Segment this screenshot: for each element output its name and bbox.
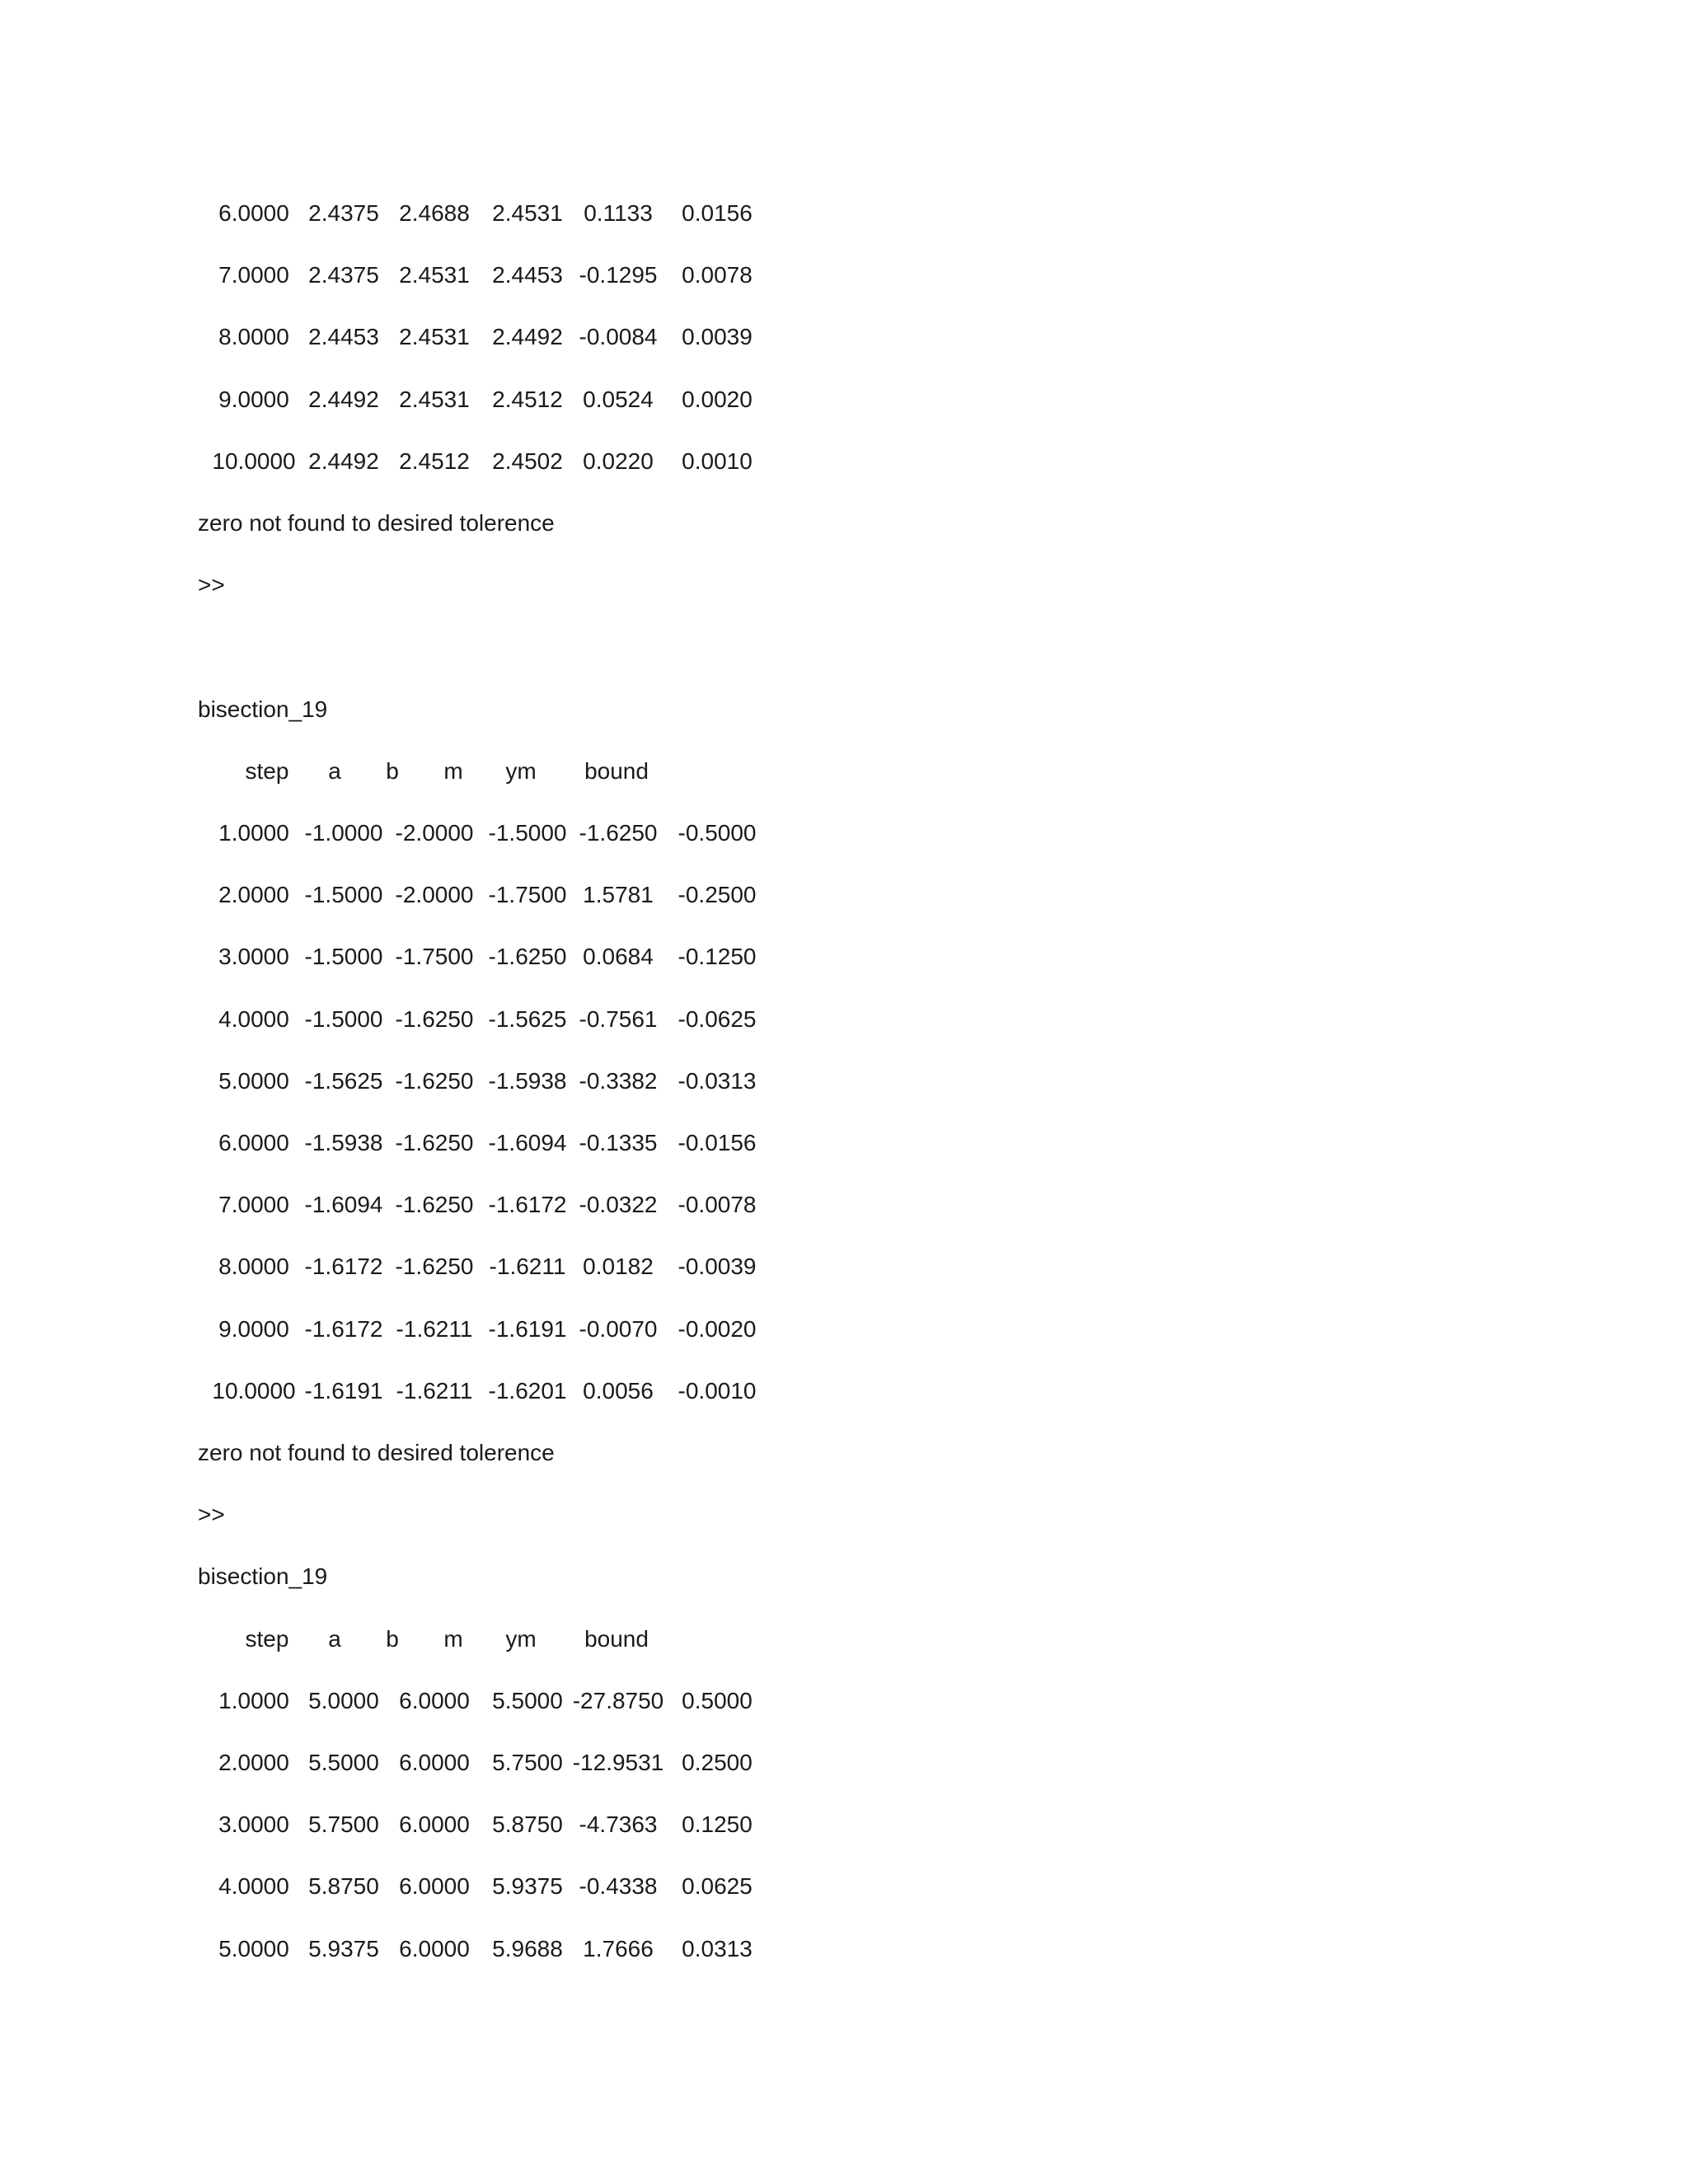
table-row	[0, 1118, 1688, 1168]
column-header-m: m	[443, 1625, 463, 1652]
table-cell: -0.0322	[579, 1192, 658, 1218]
table-cell: -1.6201	[488, 1377, 567, 1404]
column-header-bound: bound	[584, 1625, 649, 1652]
table-cell: 0.0020	[682, 386, 753, 412]
table-row	[0, 437, 1688, 486]
table-cell: 2.4492	[308, 448, 379, 474]
table-cell: -0.0156	[678, 1130, 757, 1155]
table-cell: 0.0220	[583, 448, 654, 474]
table-cell: 0.1250	[682, 1811, 753, 1838]
table-cell: 5.0000	[308, 1687, 379, 1713]
table-cell: -1.6250	[395, 1130, 474, 1155]
table-cell: 2.4453	[492, 262, 563, 288]
table-cell: 2.4512	[399, 448, 470, 474]
table-cell: -1.6191	[304, 1377, 383, 1404]
table-row	[0, 995, 1688, 1044]
table-row	[0, 375, 1688, 424]
table-cell: 7.0000	[218, 1192, 289, 1218]
table-cell: 2.0000	[218, 882, 289, 908]
table-cell: 5.9375	[492, 1873, 563, 1900]
table-cell: -1.5938	[488, 1067, 567, 1094]
table-cell: 5.0000	[218, 1067, 289, 1094]
table-cell: 8.0000	[218, 1254, 289, 1280]
table-row	[0, 1305, 1688, 1354]
table-cell: 5.9375	[308, 1935, 379, 1961]
prompt-line: >>	[198, 1502, 225, 1528]
table-cell: -27.8750	[572, 1687, 664, 1713]
column-header-step: step	[245, 1625, 289, 1652]
table-cell: 5.5000	[308, 1750, 379, 1775]
table-cell: 2.4688	[399, 200, 470, 226]
table-cell: -0.0313	[678, 1067, 757, 1094]
table-cell: 0.0010	[682, 448, 753, 474]
table-cell: 2.4492	[308, 386, 379, 412]
table-cell: 0.0056	[583, 1377, 654, 1404]
table-cell: -0.7561	[579, 1005, 658, 1032]
table-cell: 6.0000	[399, 1811, 470, 1838]
table-row	[0, 1366, 1688, 1416]
table-cell: 1.7666	[583, 1935, 654, 1961]
table-cell: 4.0000	[218, 1873, 289, 1900]
table-cell: 2.4531	[399, 262, 470, 288]
table-cell: 0.5000	[682, 1687, 753, 1713]
table-cell: 5.7500	[492, 1750, 563, 1775]
table-row	[0, 1924, 1688, 1974]
table-row	[0, 808, 1688, 858]
table-cell: 3.0000	[218, 1811, 289, 1838]
table-cell: 0.0156	[682, 200, 753, 226]
table-cell: 2.4512	[492, 386, 563, 412]
table-cell: -1.5000	[304, 1005, 383, 1032]
table-cell: 2.4502	[492, 448, 563, 474]
table-row	[0, 1057, 1688, 1106]
table-cell: -0.1295	[579, 262, 658, 288]
table-cell: -1.5000	[304, 882, 383, 908]
table-cell: -1.6094	[488, 1130, 567, 1155]
table-cell: -1.6250	[395, 1254, 474, 1280]
table-cell: -2.0000	[395, 882, 474, 908]
table-cell: -0.3382	[579, 1067, 658, 1094]
prompt-line: >>	[198, 572, 225, 598]
table-cell: 6.0000	[218, 200, 289, 226]
table-cell: 0.0684	[583, 944, 654, 970]
table-cell: 0.2500	[682, 1750, 753, 1775]
table-cell: 9.0000	[218, 386, 289, 412]
table-cell: 6.0000	[399, 1935, 470, 1961]
table-row	[0, 189, 1688, 238]
table-cell: 0.0182	[583, 1254, 654, 1280]
table-cell: -0.0010	[678, 1377, 757, 1404]
table-cell: 0.0078	[682, 262, 753, 288]
table-cell: -0.1250	[678, 944, 757, 970]
table-cell: 10.0000	[212, 448, 296, 474]
table-cell: 2.0000	[218, 1750, 289, 1775]
table-cell: 2.4492	[492, 324, 563, 350]
message-line: zero not found to desired tolerence	[198, 1440, 555, 1465]
column-header-step: step	[245, 757, 289, 784]
table-cell: 5.8750	[492, 1811, 563, 1838]
table-cell: -1.6250	[395, 1067, 474, 1094]
column-header-b: b	[386, 1625, 399, 1652]
table-cell: 2.4531	[399, 386, 470, 412]
table-cell: -1.6250	[488, 944, 567, 970]
table-row	[0, 1242, 1688, 1291]
table-cell: 6.0000	[399, 1687, 470, 1713]
table-cell: 5.0000	[218, 1935, 289, 1961]
table-row	[0, 932, 1688, 982]
table-cell: 5.7500	[308, 1811, 379, 1838]
table-row	[0, 1800, 1688, 1849]
table-cell: -1.5000	[488, 820, 567, 846]
table-cell: 2.4531	[399, 324, 470, 350]
table-cell: -1.5938	[304, 1130, 383, 1155]
table-row	[0, 1738, 1688, 1788]
table-cell: -0.0078	[678, 1192, 757, 1218]
table-cell: 2.4531	[492, 200, 563, 226]
table-cell: 0.0039	[682, 324, 753, 350]
table-cell: -0.4338	[579, 1873, 658, 1900]
command-line: bisection_19	[198, 696, 328, 722]
table-cell: -0.0070	[579, 1315, 658, 1342]
table-cell: 1.0000	[218, 1687, 289, 1713]
table-cell: 1.5781	[583, 882, 654, 908]
table-cell: -0.1335	[579, 1130, 658, 1155]
command-line: bisection_19	[198, 1563, 328, 1590]
message-line: zero not found to desired tolerence	[198, 510, 555, 536]
table-cell: -0.0084	[579, 324, 658, 350]
table-row	[0, 870, 1688, 920]
table-cell: 6.0000	[399, 1750, 470, 1775]
table-cell: -0.0020	[678, 1315, 757, 1342]
table-cell: -0.0039	[678, 1254, 757, 1280]
table-cell: -1.7500	[488, 882, 567, 908]
table-cell: -1.6211	[396, 1377, 473, 1404]
table-cell: -0.0625	[678, 1005, 757, 1032]
column-header-b: b	[386, 757, 399, 784]
column-header-m: m	[443, 757, 463, 784]
column-header-ym: ym	[505, 1625, 537, 1652]
table-cell: 8.0000	[218, 324, 289, 350]
table-cell: 5.9688	[492, 1935, 563, 1961]
table-cell: 2.4453	[308, 324, 379, 350]
table-cell: -0.2500	[678, 882, 757, 908]
table-cell: 0.0625	[682, 1873, 753, 1900]
table-cell: -1.6250	[395, 1005, 474, 1032]
table-header	[0, 747, 1688, 796]
table-cell: 0.0524	[583, 386, 654, 412]
column-header-a: a	[328, 757, 341, 784]
table-cell: 5.8750	[308, 1873, 379, 1900]
table-cell: 9.0000	[218, 1315, 289, 1342]
table-cell: -12.9531	[572, 1750, 664, 1775]
table-cell: 3.0000	[218, 944, 289, 970]
table-cell: 6.0000	[399, 1873, 470, 1900]
table-cell: 6.0000	[218, 1130, 289, 1155]
table-cell: -1.6172	[304, 1315, 383, 1342]
table-cell: 2.4375	[308, 262, 379, 288]
table-cell: -1.5625	[304, 1067, 383, 1094]
table-cell: 10.0000	[212, 1377, 296, 1404]
table-row	[0, 1180, 1688, 1230]
table-cell: 2.4375	[308, 200, 379, 226]
table-cell: -1.6094	[304, 1192, 383, 1218]
column-header-a: a	[328, 1625, 341, 1652]
table-cell: -1.6250	[395, 1192, 474, 1218]
table-cell: -1.6191	[488, 1315, 567, 1342]
table-cell: -1.6250	[579, 820, 658, 846]
table-cell: 0.1133	[584, 200, 653, 226]
table-cell: 0.0313	[682, 1935, 753, 1961]
table-row	[0, 1862, 1688, 1911]
table-row	[0, 312, 1688, 362]
table-cell: -1.7500	[395, 944, 474, 970]
table-cell: -4.7363	[579, 1811, 658, 1838]
table-cell: 7.0000	[218, 262, 289, 288]
table-cell: -1.5000	[304, 944, 383, 970]
table-cell: -1.5625	[488, 1005, 567, 1032]
table-row	[0, 251, 1688, 300]
table-cell: 4.0000	[218, 1005, 289, 1032]
table-cell: -2.0000	[395, 820, 474, 846]
table-cell: 1.0000	[218, 820, 289, 846]
table-cell: -1.6211	[489, 1254, 566, 1280]
table-cell: 5.5000	[492, 1687, 563, 1713]
table-cell: -1.6211	[396, 1315, 473, 1342]
column-header-ym: ym	[505, 757, 537, 784]
table-header	[0, 1615, 1688, 1664]
table-cell: -1.0000	[304, 820, 383, 846]
column-header-bound: bound	[584, 757, 649, 784]
table-cell: -1.6172	[304, 1254, 383, 1280]
table-cell: -1.6172	[488, 1192, 567, 1218]
table-cell: -0.5000	[678, 820, 757, 846]
table-row	[0, 1676, 1688, 1726]
